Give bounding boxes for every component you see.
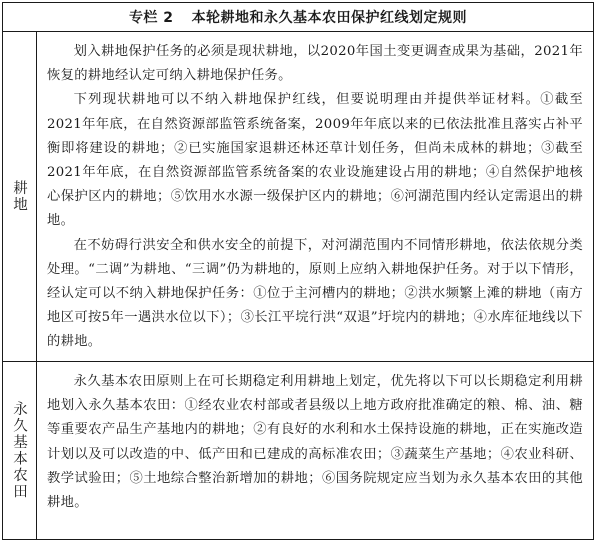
paragraph: 永久基本农田原则上在可长期稳定利用耕地上划定，优先将以下可以长期稳定利用耕地划入永久基本农田：①经农业农村部或者县级以上地方政府批准确定的粮、棉、油、糖等重要农产品生产基地内的耕地；②有良好的水利和水土保持设施的耕地，正在实施改造计划以及可以改造的中、低产田和已建成的高标准农田；③蔬菜生产基地；④农业科研、教学试验田；⑤土地综合整治新增加的耕地；⑥国务院规定应当划为永久基本农田的其他耕地。 [47, 374, 583, 511]
section-content [37, 32, 593, 361]
box-label: 专栏 2 [128, 10, 174, 26]
section-side-cell [3, 32, 37, 361]
box-title: 本轮耕地和永久基本农田保护红线划定规则 [191, 10, 468, 26]
section-side-label: 永久基本农田 [11, 401, 27, 500]
box-title-bar [3, 3, 593, 32]
section-side-label: 耕地 [11, 180, 27, 213]
section-content [37, 362, 593, 539]
section-permanent-farmland [3, 362, 593, 539]
section-cultivated-land [3, 32, 593, 362]
info-box [2, 2, 594, 540]
section-side-cell [3, 362, 37, 539]
paragraph: 在不妨碍行洪安全和供水安全的前提下，对河湖范围内不同情形耕地，依法依规分类处理。“二调”为耕地、“三调”仍为耕地的，原则上应纳入耕地保护任务。对于以下情形，经认定可以不纳入耕地保护任务：①位于主河槽内的耕地；②洪水频繁上滩的耕地（南方地区可按5年一遇洪水位以下）；③长江平垸行洪“双退”圩垸内的耕地；④水库征地线以下的耕地。 [47, 237, 583, 350]
paragraph: 下列现状耕地可以不纳入耕地保护红线，但要说明理由并提供举证材料。①截至2021年年底，在自然资源部监管系统备案，2009年年底以来的已依法批准且落实占补平衡即将建设的耕地；②已实施国家退耕还林还草计划任务，但尚未成林的耕地；③截至2021年年底，在自然资源部监管系统备案的农业设施建设占用的耕地；④自然保护地核心保护区内的耕地；⑤饮用水水源一级保护区内的耕地；⑥河湖范围内经认定需退出的耕地。 [47, 92, 583, 229]
paragraph: 划入耕地保护任务的必须是现状耕地，以2020年国土变更调查成果为基础，2021年恢复的耕地经认定可纳入耕地保护任务。 [47, 44, 583, 84]
